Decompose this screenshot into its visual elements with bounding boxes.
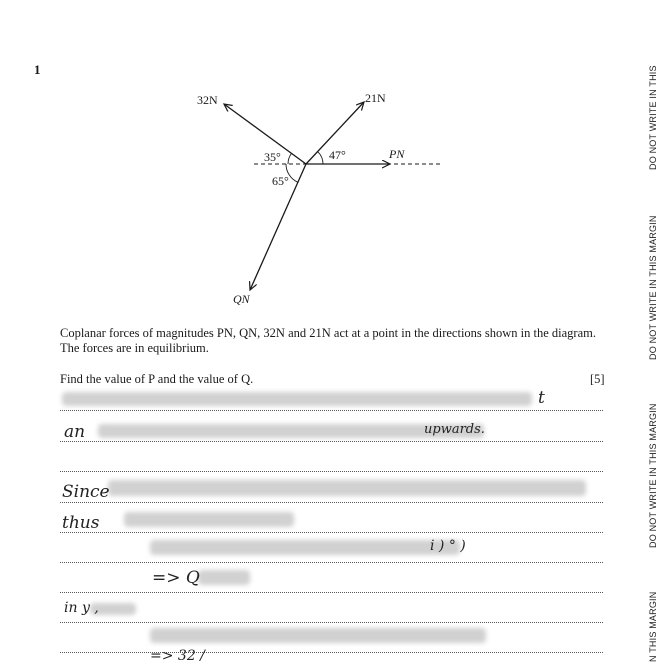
marks-label: [5] bbox=[590, 372, 605, 386]
label-32n: 32N bbox=[197, 93, 218, 107]
redacted-handwriting bbox=[108, 480, 586, 496]
answer-line bbox=[60, 532, 603, 533]
redacted-handwriting bbox=[62, 392, 532, 406]
answer-line bbox=[60, 592, 603, 593]
handwriting-fragment: an bbox=[64, 422, 86, 442]
label-angle-47: 47° bbox=[329, 148, 346, 162]
redacted-handwriting bbox=[124, 512, 294, 527]
margin-warning: N THIS MARGIN bbox=[648, 591, 658, 662]
redacted-handwriting bbox=[150, 628, 486, 643]
answer-line bbox=[60, 441, 603, 442]
question-text: Coplanar forces of magnitudes PN, QN, 32N and 21N act at a point in the directions shown in the diagram. The forces are in equilibrium. bbox=[60, 326, 596, 355]
angle-arc-47 bbox=[318, 152, 323, 164]
answer-line bbox=[60, 652, 603, 653]
label-21n: 21N bbox=[365, 91, 386, 105]
answer-line bbox=[60, 562, 603, 563]
handwriting-fragment: => 32 / bbox=[150, 648, 205, 664]
label-angle-35: 35° bbox=[264, 150, 281, 164]
handwriting-fragment: t bbox=[538, 388, 545, 408]
force-diagram bbox=[0, 0, 663, 330]
handwriting-fragment: upwards. bbox=[424, 422, 485, 437]
angle-arc-35 bbox=[288, 153, 292, 164]
question-instruction: Find the value of P and the value of Q. bbox=[60, 372, 254, 386]
label-pn: PN bbox=[389, 147, 405, 161]
label-qn: QN bbox=[233, 292, 250, 306]
handwriting-fragment: Since bbox=[62, 482, 110, 502]
redacted-handwriting bbox=[150, 540, 460, 555]
question-number: 1 bbox=[34, 62, 41, 77]
answer-line bbox=[60, 471, 603, 472]
margin-warning: DO NOT WRITE IN THIS bbox=[648, 65, 658, 170]
handwriting-fragment: => Q bbox=[152, 568, 200, 588]
handwriting-fragment: in y , bbox=[64, 600, 99, 616]
answer-line bbox=[60, 410, 603, 411]
answer-line bbox=[60, 622, 603, 623]
label-angle-65: 65° bbox=[272, 174, 289, 188]
handwriting-fragment: i ) ° ) bbox=[430, 538, 466, 554]
answer-line bbox=[60, 502, 603, 503]
handwriting-fragment: thus bbox=[62, 513, 100, 533]
margin-warning: DO NOT WRITE IN THIS MARGIN bbox=[648, 403, 658, 548]
redacted-handwriting bbox=[198, 570, 250, 585]
margin-warning: DO NOT WRITE IN THIS MARGIN bbox=[648, 215, 658, 360]
